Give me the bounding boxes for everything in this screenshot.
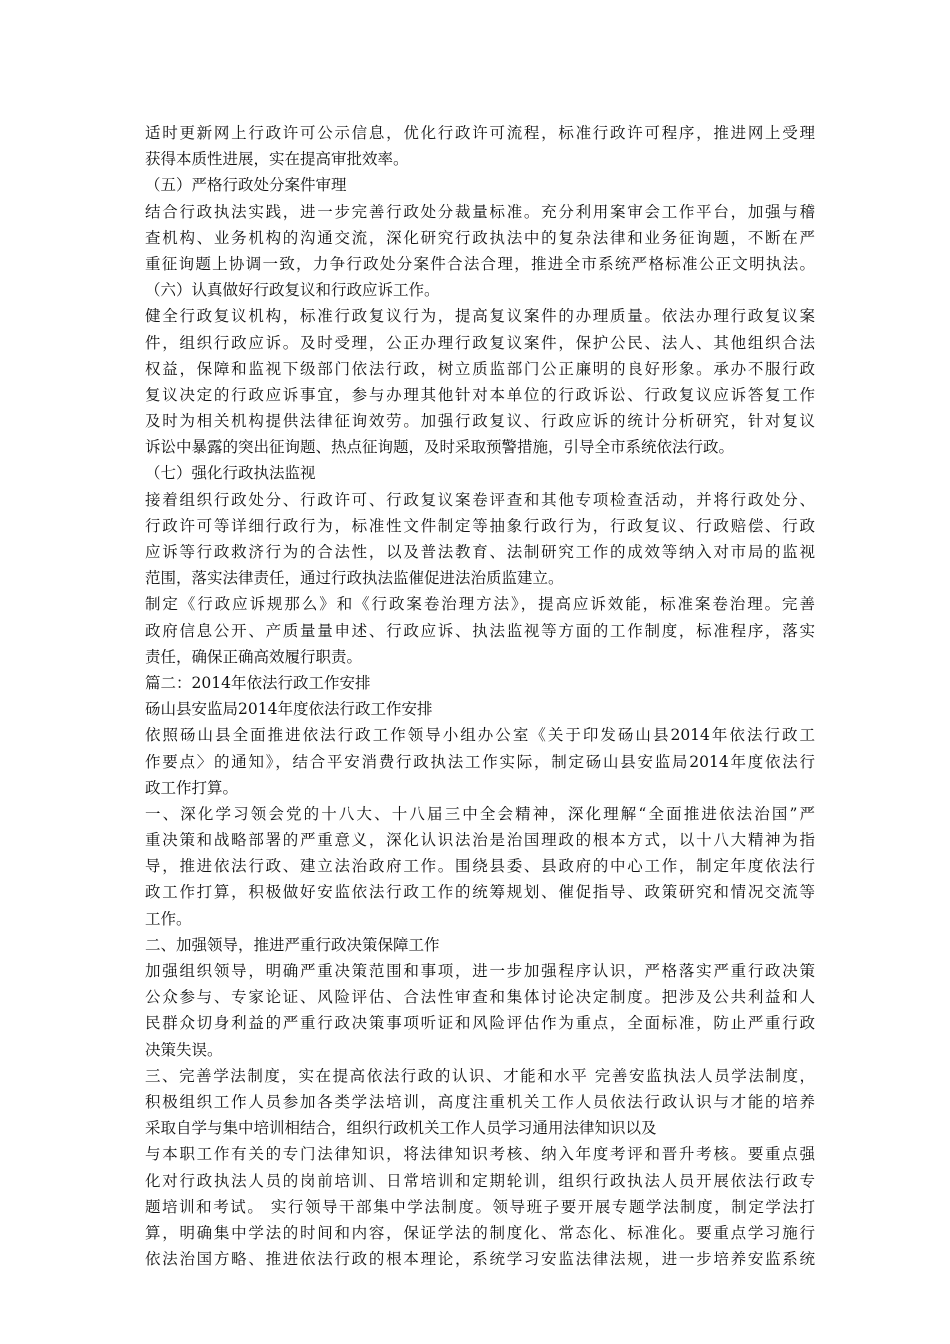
- text-line: 砀山县安监局2014年度依法行政工作安排: [145, 700, 433, 719]
- text-line: 制定《行政应诉规那么》和《行政案卷治理方法》，提高应诉效能，标准案卷治理。完善: [145, 595, 815, 614]
- text-line: 二、加强领导，推进严重行政决策保障工作: [145, 935, 440, 954]
- text-line: 加强组织领导，明确严重决策范围和事项，进一步加强程序认识，严格落实严重行政决策: [145, 962, 815, 980]
- text-line: （七）强化行政执法监视: [145, 464, 316, 483]
- text-line: 篇二：2014年依法行政工作安排: [145, 673, 371, 692]
- text-line: 政工作打算，积极做好安监依法行政工作的统筹规划、催促指导、政策研究和情况交流等: [145, 883, 815, 902]
- text-line: 一、深化学习领会党的十八大、十八届三中全会精神，深化理解“全面推进依法治国”严: [145, 804, 815, 823]
- text-line: （五）严格行政处分案件审理: [145, 176, 347, 195]
- text-line: （六）认真做好行政复议和行政应诉工作。: [145, 281, 440, 300]
- text-line: 诉讼中暴露的突出征询题、热点征询题，及时采取预警措施，引导全市系统依法行政。: [145, 438, 735, 457]
- text-line: 重征询题上协调一致，力争行政处分案件合法合理，推进全市系统严格标准公正文明执法。: [145, 254, 815, 273]
- text-line: 公众参与、专家论证、风险评估、合法性审查和集体讨论决定制度。把涉及公共利益和人: [145, 988, 815, 1007]
- text-line: 查机构、业务机构的沟通交流，深化研究行政执法中的复杂法律和业务征询题，不断在严: [145, 228, 815, 247]
- text-line: 作要点〉的通知》，结合平安消费行政执法工作实际，制定砀山县安监局2014年度依法行: [145, 752, 815, 771]
- text-line: 积极组织工作人员参加各类学法培训，高度注重机关工作人员依法行政认识与才能的培养: [145, 1092, 815, 1111]
- text-line: 责任，确保正确高效履行职责。: [145, 647, 363, 666]
- text-line: 工作。: [145, 909, 192, 928]
- text-line: 获得本质性进展，实在提高审批效率。: [145, 150, 409, 169]
- text-line: 结合行政执法实践，进一步完善行政处分裁量标准。充分利用案审会工作平台，加强与稽: [145, 202, 815, 221]
- document-body: [145, 120, 815, 1272]
- text-line: 应诉等行政救济行为的合法性，以及普法教育、法制研究工作的成效等纳入对市局的监视: [145, 543, 815, 561]
- text-line: 重决策和战略部署的严重意义，深化认识法治是治国理政的根本方式，以十八大精神为指: [145, 831, 815, 850]
- text-line: 复议决定的行政应诉事宜，参与办理其他针对本单位的行政诉讼、行政复议应诉答复工作: [145, 385, 815, 404]
- text-line: 政府信息公开、产质量量申述、行政应诉、执法监视等方面的工作制度，标准程序，落实: [145, 621, 815, 640]
- text-line: 采取自学与集中培训相结合，组织行政机关工作人员学习通用法律知识以及: [145, 1119, 657, 1138]
- text-line: 及时为相关机构提供法律征询效劳。加强行政复议、行政应诉的统计分析研究，针对复议: [145, 412, 815, 431]
- text-line: 决策失误。: [145, 1040, 223, 1059]
- text-line: 与本职工作有关的专门法律知识，将法律知识考核、纳入年度考评和晋升考核。要重点强: [145, 1145, 815, 1164]
- text-line: 健全行政复议机构，标准行政复议行为，提高复议案件的办理质量。依法办理行政复议案: [145, 307, 815, 326]
- text-line: 件，组织行政应诉。及时受理，公正办理行政复议案件，保护公民、法人、其他组织合法: [145, 333, 815, 352]
- text-line: 接着组织行政处分、行政许可、行政复议案卷评查和其他专项检查活动，并将行政处分、: [145, 490, 815, 509]
- text-line: 依照砀山县全面推进依法行政工作领导小组办公室《关于印发砀山县2014年依法行政工: [145, 726, 815, 745]
- text-line: 依法治国方略、推进依法行政的根本理论，系统学习安监法律法规，进一步培养安监系统: [145, 1250, 815, 1269]
- text-line: 导，推进依法行政、建立法治政府工作。围绕县委、县政府的中心工作，制定年度依法行: [145, 857, 815, 876]
- text-line: 权益，保障和监视下级部门依法行政，树立质监部门公正廉明的良好形象。承办不服行政: [145, 359, 815, 378]
- text-line: 适时更新网上行政许可公示信息，优化行政许可流程，标准行政许可程序，推进网上受理: [145, 124, 815, 142]
- text-line: 政工作打算。: [145, 778, 239, 797]
- text-line: 范围，落实法律责任，通过行政执法监催促进法治质监建立。: [145, 569, 564, 588]
- text-line: 三、完善学法制度，实在提高依法行政的认识、才能和水平 完善安监执法人员学法制度，: [145, 1066, 815, 1085]
- text-line: 民群众切身利益的严重行政决策事项听证和风险评估作为重点，全面标准，防止严重行政: [145, 1014, 815, 1033]
- text-line: 题培训和考试。 实行领导干部集中学法制度。领导班子要开展专题学法制度，制定学法打: [145, 1197, 815, 1216]
- text-line: 算，明确集中学法的时间和内容，保证学法的制度化、常态化、标准化。要重点学习施行: [145, 1223, 815, 1242]
- text-line: 化对行政执法人员的岗前培训、日常培训和定期轮训，组织行政执法人员开展依法行政专: [145, 1171, 815, 1190]
- text-line: 行政许可等详细行政行为，标准性文件制定等抽象行政行为，行政复议、行政赔偿、行政: [145, 516, 815, 535]
